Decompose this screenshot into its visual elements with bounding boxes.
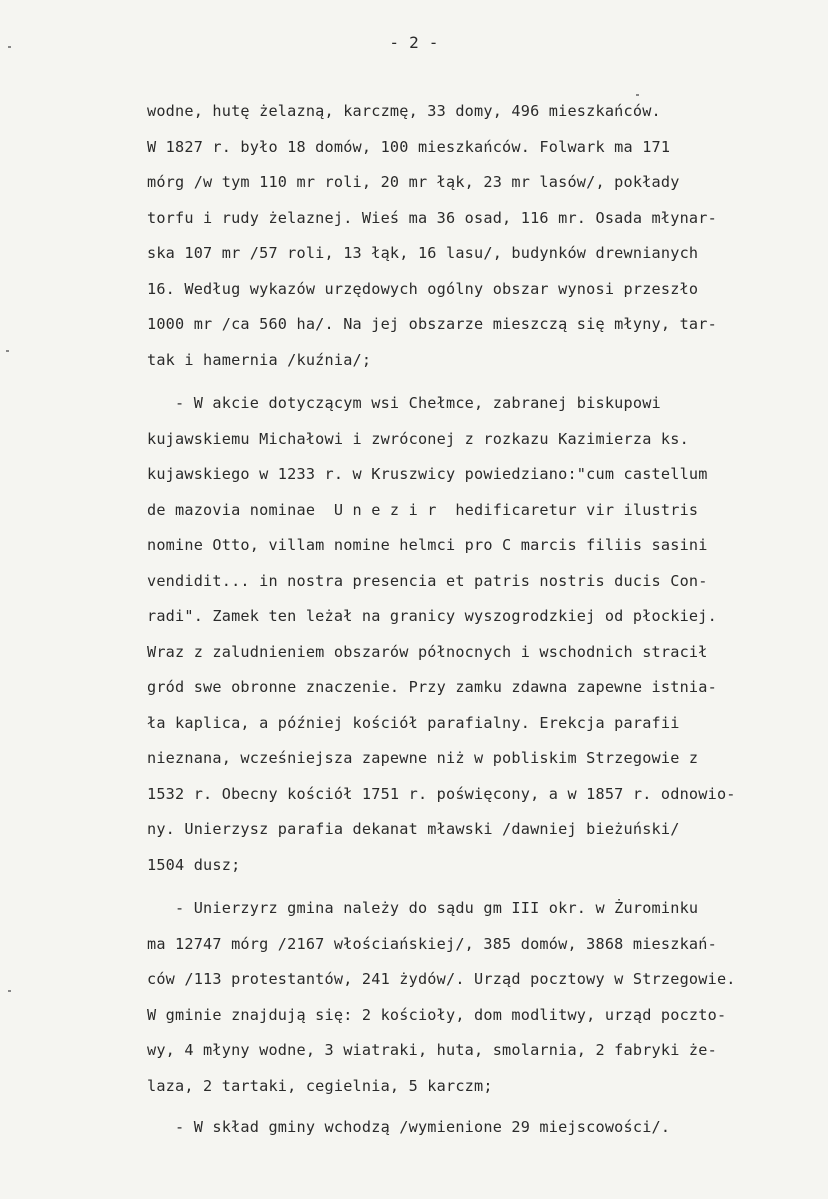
scan-speck (8, 46, 11, 48)
text-line: kujawskiemu Michałowi i zwróconej z rozkazu Kazimierza ks. (147, 429, 689, 448)
text-line: ców /113 protestantów, 241 żydów/. Urząd pocztowy w Strzegowie. (147, 970, 736, 988)
text-line: 1504 dusz; (147, 855, 241, 874)
text-line: ła kaplica, a później kościół parafialny. Erekcja parafii (147, 713, 680, 732)
text-line: W gminie znajdują się: 2 kościoły, dom modlitwy, urząd poczto- (147, 1005, 727, 1024)
page-number: - 2 - (389, 33, 439, 52)
scan-speck (8, 990, 11, 992)
text-line: nieznana, wcześniejsza zapewne niż w pobliskim Strzegowie z (147, 749, 699, 767)
text-line: Wraz z zaludnieniem obszarów północnych i wschodnich stracił (147, 642, 708, 661)
text-line: ma 12747 mórg /2167 włościańskiej/, 385 domów, 3868 mieszkań- (147, 934, 717, 953)
text-line: mórg /w tym 110 mr roli, 20 mr łąk, 23 mr lasów/, pokłady (147, 173, 680, 191)
text-line: gród swe obronne znaczenie. Przy zamku zdawna zapewne istnia- (147, 678, 717, 696)
text-line: 1000 mr /ca 560 ha/. Na jej obszarze mieszczą się młyny, tar- (147, 315, 717, 333)
text-line: kujawskiego w 1233 r. w Kruszwicy powiedziano:"cum castellum (147, 465, 708, 483)
text-line: wodne, hutę żelazną, karczmę, 33 domy, 496 mieszkańców. (147, 102, 661, 120)
text-line: - W skład gminy wchodzą /wymienione 29 miejscowości/. (147, 1118, 671, 1136)
scan-speck (636, 94, 639, 96)
text-line: laza, 2 tartaki, cegielnia, 5 karczm; (147, 1076, 493, 1095)
text-line: radi". Zamek ten leżał na granicy wyszogrodzkiej od płockiej. (147, 607, 717, 625)
text-line: - W akcie dotyczącym wsi Chełmce, zabranej biskupowi (147, 394, 661, 412)
text-line: tak i hamernia /kuźnia/; (147, 350, 372, 369)
text-line: 16. Według wykazów urzędowych ogólny obszar wynosi przeszło (147, 279, 699, 298)
text-line: W 1827 r. było 18 domów, 100 mieszkańców. Folwark ma 171 (147, 137, 671, 156)
text-line: wy, 4 młyny wodne, 3 wiatraki, huta, smolarnia, 2 fabryki że- (147, 1041, 717, 1059)
text-line: de mazovia nominae U n e z i r hedificaretur vir ilustris (147, 500, 699, 519)
text-line: vendidit... in nostra presencia et patris nostris ducis Con- (147, 571, 708, 590)
text-line: - Unierzyrz gmina należy do sądu gm III okr. w Żurominku (147, 899, 699, 917)
scan-speck (6, 350, 9, 352)
text-line: torfu i rudy żelaznej. Wieś ma 36 osad, 116 mr. Osada młynar- (147, 208, 717, 227)
text-line: ska 107 mr /57 roli, 13 łąk, 16 lasu/, budynków drewnianych (147, 244, 699, 262)
text-line: ny. Unierzysz parafia dekanat mławski /dawniej bieżuński/ (147, 820, 680, 838)
text-line: 1532 r. Obecny kościół 1751 r. poświęcony, a w 1857 r. odnowio- (147, 784, 736, 803)
text-line: nomine Otto, villam nomine helmci pro C marcis filiis sasini (147, 536, 708, 554)
